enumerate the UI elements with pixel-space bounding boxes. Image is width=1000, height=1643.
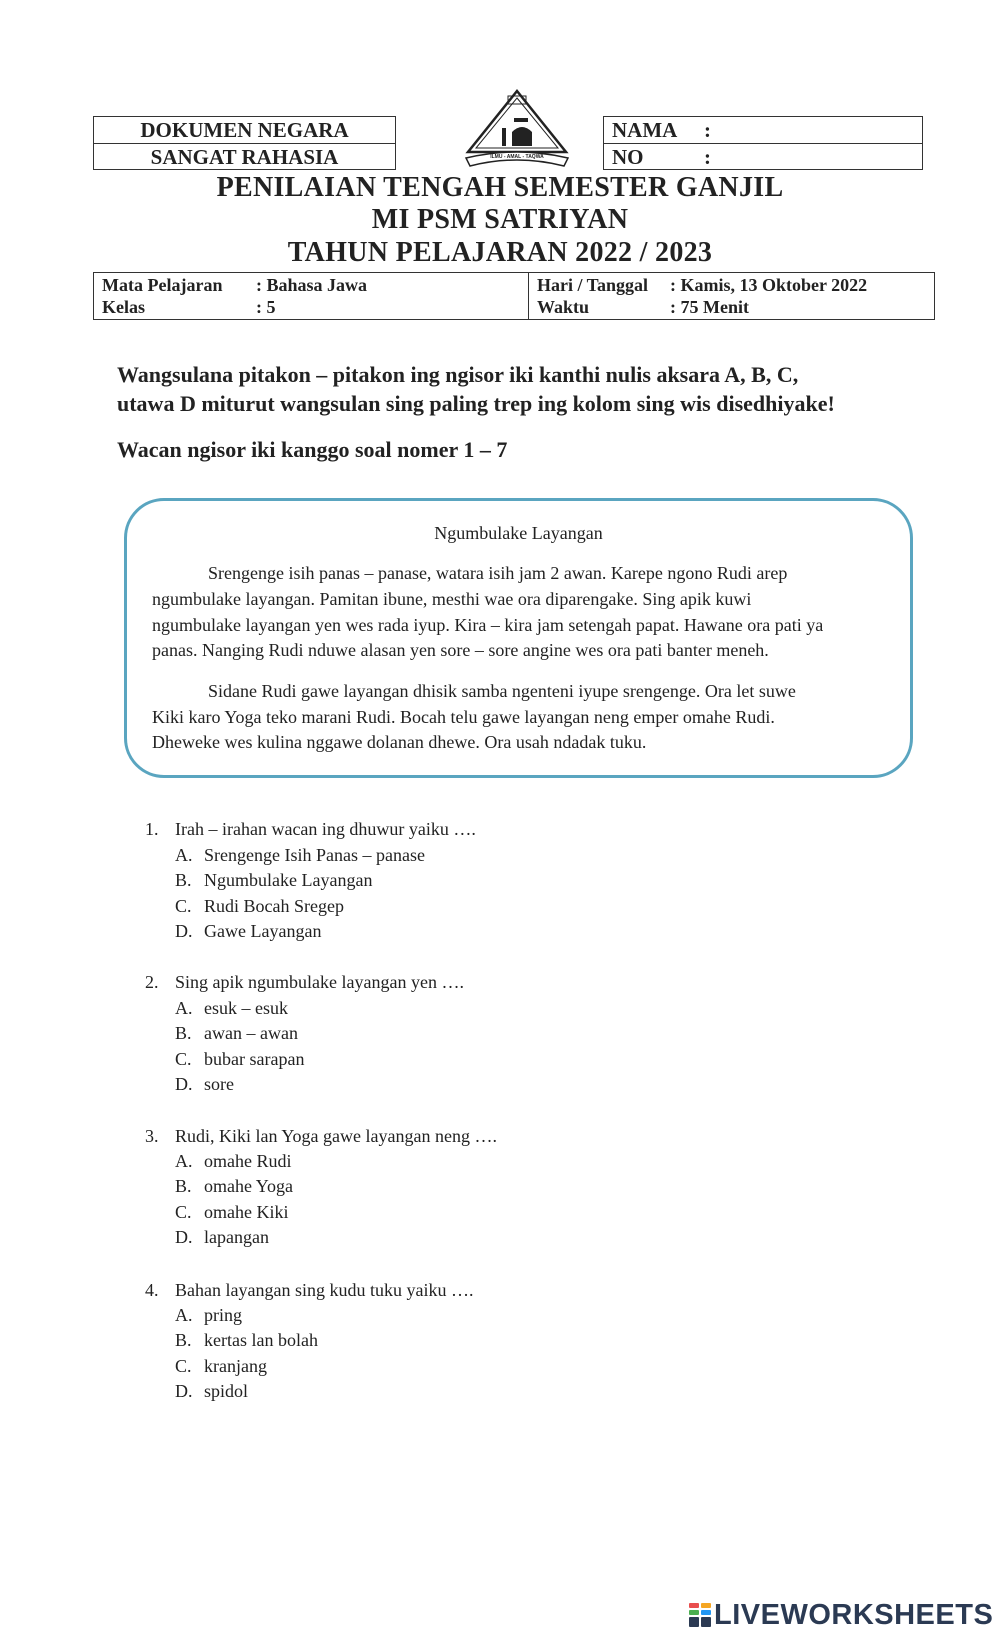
subject-label: Mata Pelajaran xyxy=(102,275,223,295)
option-letter: D. xyxy=(175,921,193,941)
name-label: NAMA xyxy=(612,118,678,142)
reading-passage-box xyxy=(124,498,913,778)
option-text: sore xyxy=(204,1074,234,1094)
passage-line: Dheweke wes kulina nggawe dolanan dhewe. Ora usah ndadak tuku. xyxy=(152,732,647,752)
instruction-line-2: utawa D miturut wangsulan sing paling trep ing kolom sing wis disedhiyake! xyxy=(117,391,835,416)
number-colon: : xyxy=(704,145,711,169)
subject-value: : Bahasa Jawa xyxy=(256,275,368,295)
option-letter: A. xyxy=(175,1151,193,1171)
question-number: 1. xyxy=(145,819,159,839)
passage-line: ngumbulake layangan yen wes rada iyup. Kira – kira jam setengah papat. Hawane ora pati ya xyxy=(152,615,824,635)
number-label: NO xyxy=(612,145,644,169)
emblem-motto: ILMU - AMAL - TAQWA xyxy=(490,154,544,160)
question-text: Sing apik ngumbulake layangan yen …. xyxy=(175,972,464,992)
document-classification-box xyxy=(93,116,396,170)
logo-text: LIVEWORKSHEETS xyxy=(714,1598,994,1631)
passage-line: panas. Nanging Rudi nduwe alasan yen sore – sore angine wes ora pati banter meneh. xyxy=(152,640,769,660)
option-text: omahe Kiki xyxy=(204,1202,289,1222)
option-text: Rudi Bocah Sregep xyxy=(204,896,344,916)
academic-year: TAHUN PELAJARAN 2022 / 2023 xyxy=(287,237,713,268)
day-label: Hari / Tanggal xyxy=(537,275,649,295)
option-3c[interactable] xyxy=(175,1200,288,1224)
option-3b[interactable] xyxy=(175,1174,293,1198)
option-letter: B. xyxy=(175,1330,192,1350)
option-text: awan – awan xyxy=(204,1023,298,1043)
option-text: Gawe Layangan xyxy=(204,921,322,941)
passage-line: Srengenge isih panas – panase, watara isih jam 2 awan. Karepe ngono Rudi arep xyxy=(208,563,788,583)
option-letter: A. xyxy=(175,998,193,1018)
option-letter: B. xyxy=(175,1176,192,1196)
option-letter: A. xyxy=(175,1305,193,1325)
school-name: MI PSM SATRIYAN xyxy=(371,204,629,235)
question-3 xyxy=(145,1124,497,1148)
option-letter: C. xyxy=(175,1049,192,1069)
exam-info-box xyxy=(93,272,935,320)
question-text: Bahan layangan sing kudu tuku yaiku …. xyxy=(175,1280,474,1300)
question-1 xyxy=(145,817,476,841)
option-text: Srengenge Isih Panas – panase xyxy=(204,845,425,865)
option-text: omahe Yoga xyxy=(204,1176,293,1196)
passage-line: Sidane Rudi gawe layangan dhisik samba ngenteni iyupe srengenge. Ora let suwe xyxy=(208,681,796,701)
number-field[interactable] xyxy=(612,144,922,170)
liveworksheets-logo[interactable] xyxy=(688,1598,993,1632)
option-2b[interactable] xyxy=(175,1021,298,1045)
option-1d[interactable] xyxy=(175,919,321,943)
passage-line: ngumbulake layangan. Pamitan ibune, mesthi wae ora diparengake. Sing apik kuwi xyxy=(152,589,752,609)
option-letter: D. xyxy=(175,1074,193,1094)
classification-line-1: DOKUMEN NEGARA xyxy=(140,118,349,142)
option-text: spidol xyxy=(204,1381,249,1401)
school-emblem xyxy=(458,88,576,170)
question-4 xyxy=(145,1278,473,1302)
question-number: 2. xyxy=(145,972,159,992)
option-1a[interactable] xyxy=(175,843,425,867)
option-text: pring xyxy=(204,1305,242,1325)
name-field[interactable] xyxy=(612,117,922,143)
option-text: Ngumbulake Layangan xyxy=(204,870,373,890)
question-text: Rudi, Kiki lan Yoga gawe layangan neng …. xyxy=(175,1126,497,1146)
option-text: esuk – esuk xyxy=(204,998,288,1018)
classification-line-2: SANGAT RAHASIA xyxy=(150,145,339,169)
option-letter: D. xyxy=(175,1381,193,1401)
option-letter: C. xyxy=(175,1356,192,1376)
option-2a[interactable] xyxy=(175,996,288,1020)
passage-title: Ngumbulake Layangan xyxy=(434,523,603,543)
question-text: Irah – irahan wacan ing dhuwur yaiku …. xyxy=(175,819,476,839)
option-letter: C. xyxy=(175,1202,192,1222)
option-3a[interactable] xyxy=(175,1149,292,1173)
option-2d[interactable] xyxy=(175,1072,234,1096)
student-identity-box xyxy=(603,116,923,170)
class-value: : 5 xyxy=(256,297,276,317)
option-4b[interactable] xyxy=(175,1328,318,1352)
option-1b[interactable] xyxy=(175,868,372,892)
option-letter: B. xyxy=(175,1023,192,1043)
liveworksheets-logo-icon xyxy=(688,1602,712,1628)
question-number: 4. xyxy=(145,1280,159,1300)
option-text: kertas lan bolah xyxy=(204,1330,318,1350)
name-colon: : xyxy=(704,118,711,142)
time-value: : 75 Menit xyxy=(670,297,749,317)
option-2c[interactable] xyxy=(175,1047,304,1071)
option-1c[interactable] xyxy=(175,894,344,918)
option-letter: A. xyxy=(175,845,193,865)
option-text: omahe Rudi xyxy=(204,1151,292,1171)
option-letter: B. xyxy=(175,870,192,890)
option-text: lapangan xyxy=(204,1227,269,1247)
time-label: Waktu xyxy=(537,297,590,317)
instruction-line-1: Wangsulana pitakon – pitakon ing ngisor iki kanthi nulis aksara A, B, C, xyxy=(117,362,799,387)
option-4d[interactable] xyxy=(175,1379,248,1403)
class-label: Kelas xyxy=(102,297,145,317)
question-2 xyxy=(145,970,464,994)
day-value: : Kamis, 13 Oktober 2022 xyxy=(670,275,868,295)
reading-note: Wacan ngisor iki kanggo soal nomer 1 – 7 xyxy=(117,437,508,462)
exam-title: PENILAIAN TENGAH SEMESTER GANJIL xyxy=(216,172,784,203)
option-letter: D. xyxy=(175,1227,193,1247)
passage-line: Kiki karo Yoga teko marani Rudi. Bocah telu gawe layangan neng emper omahe Rudi. xyxy=(152,707,775,727)
option-4a[interactable] xyxy=(175,1303,242,1327)
option-text: bubar sarapan xyxy=(204,1049,305,1069)
option-3d[interactable] xyxy=(175,1225,269,1249)
option-text: kranjang xyxy=(204,1356,267,1376)
option-letter: C. xyxy=(175,896,192,916)
option-4c[interactable] xyxy=(175,1354,267,1378)
question-number: 3. xyxy=(145,1126,159,1146)
